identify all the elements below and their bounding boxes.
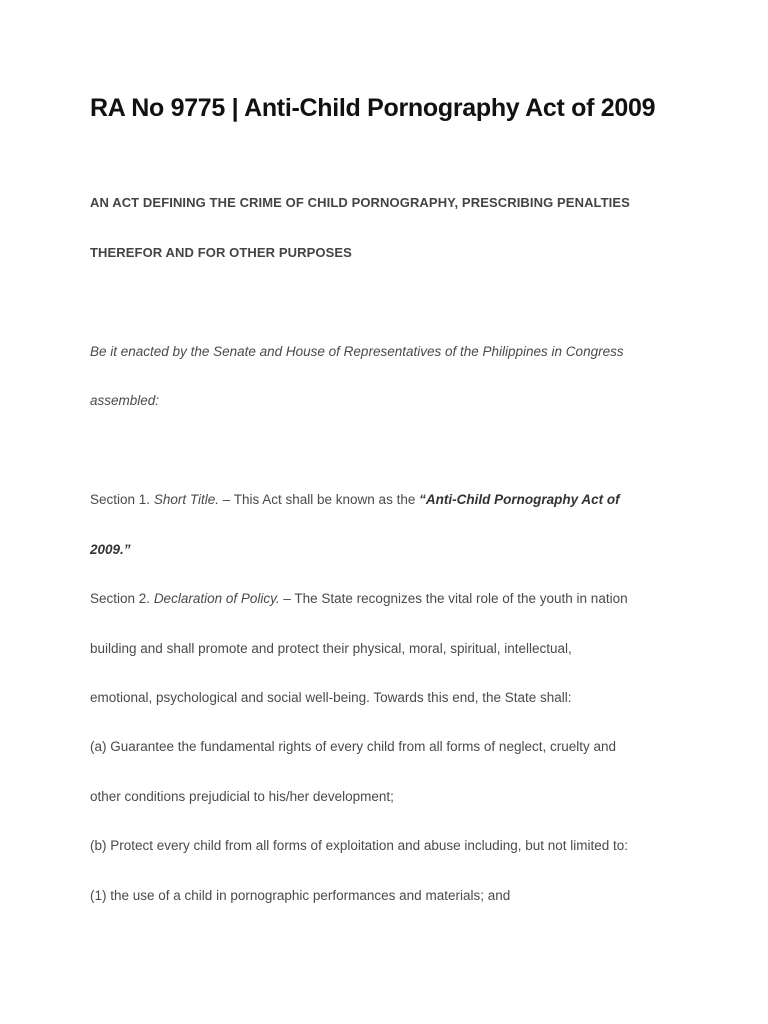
section-2-heading: Declaration of Policy. [153,591,280,606]
act-subtitle-line-2: THEREFOR AND FOR OTHER PURPOSES [90,245,352,260]
section-2-text: – The State recognizes the vital role of the youth in nation [279,591,628,606]
item-b: (b) Protect every child from all forms of exploitation and abuse including, but not limited to: [90,838,629,853]
section-1-heading: Short Title. [153,492,219,507]
item-b-1: (1) the use of a child in pornographic performances and materials; and [90,888,511,903]
enacting-clause-line-1: Be it enacted by the Senate and House of Representatives of the Philippines in Congress [90,344,624,359]
section-2-number: Section 2. [90,591,151,606]
document-title: RA No 9775 | Anti-Child Pornography Act of 2009 [90,94,656,122]
section-1-line-1 [90,490,620,510]
section-2-line-3: emotional, psychological and social well-being. Towards this end, the State shall: [90,690,572,705]
section-2-line-2: building and shall promote and protect their physical, moral, spiritual, intellectual, [90,641,572,656]
section-1-text: – This Act shall be known as the [218,492,420,507]
section-2-line-1 [90,589,628,609]
item-a-line-1: (a) Guarantee the fundamental rights of every child from all forms of neglect, cruelty and [90,739,617,754]
section-1-number: Section 1. [90,492,151,507]
act-subtitle-line-1: AN ACT DEFINING THE CRIME OF CHILD PORNOGRAPHY, PRESCRIBING PENALTIES [90,195,630,210]
enacting-clause-line-2: assembled: [90,393,160,408]
item-a-line-2: other conditions prejudicial to his/her development; [90,789,394,804]
act-name-line-2: 2009.” [90,542,131,557]
act-name-line-1: “Anti-Child Pornography Act of [419,492,620,507]
